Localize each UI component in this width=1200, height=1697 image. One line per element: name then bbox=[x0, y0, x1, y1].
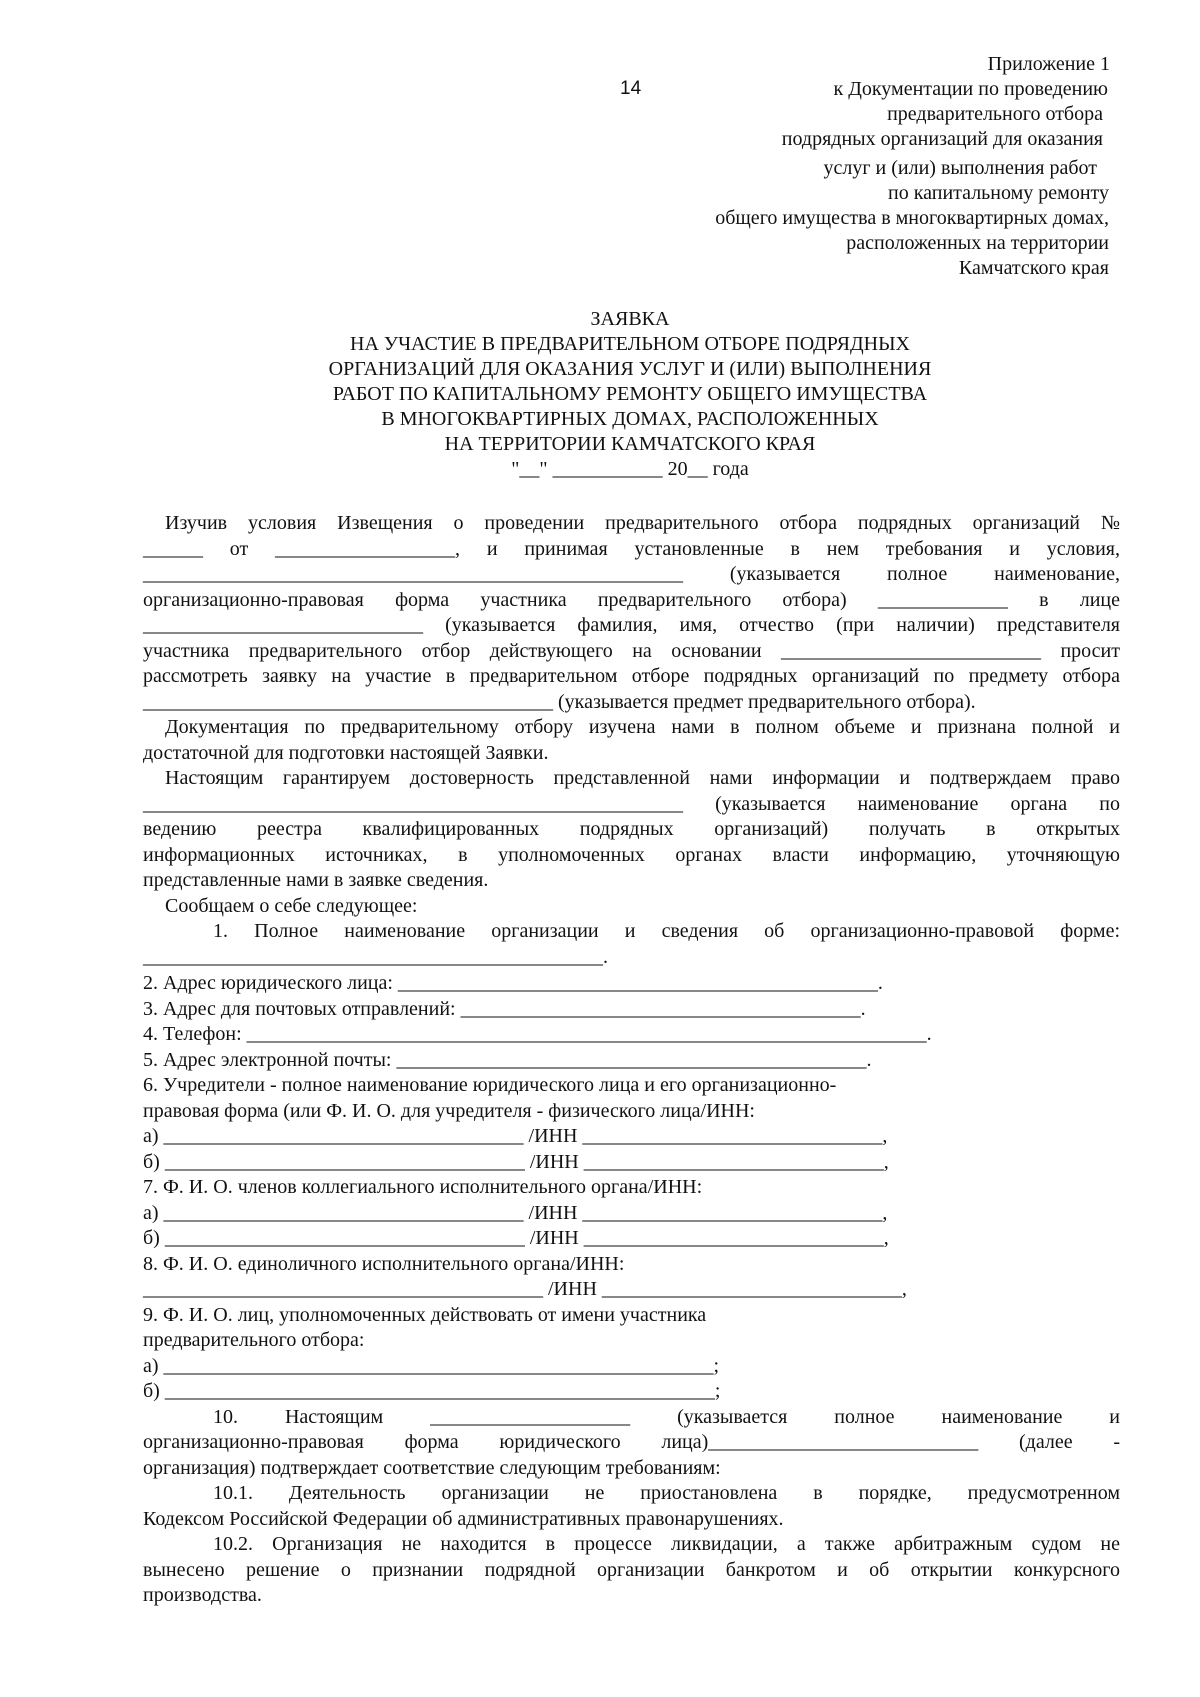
text-line: ______________________________________________. bbox=[143, 945, 608, 968]
document-body bbox=[143, 511, 1120, 1609]
title-line: НА УЧАСТИЕ В ПРЕДВАРИТЕЛЬНОМ ОТБОРЕ ПОДРЯДНЫХ bbox=[350, 333, 910, 355]
text-line: 10.2. Организация не находится в процессе ликвидации, а также арбитражным судом не bbox=[213, 1533, 1120, 1555]
text-line: ______ от __________________, и принимая установленные в нем требования и условия, bbox=[143, 537, 1120, 560]
text-line: 8. Ф. И. О. единоличного исполнительного органа/ИНН: bbox=[143, 1252, 625, 1275]
item-1 bbox=[143, 919, 1120, 970]
text-line: ______________________________________________________ (указывается полное наименование, bbox=[143, 563, 1120, 585]
text-line: Кодексом Российской Федерации об административных правонарушениях. bbox=[143, 1507, 784, 1530]
appendix-line: по капитальному ремонту bbox=[888, 182, 1109, 204]
item-3-postal-address: 3. Адрес для почтовых отправлений: ________________________________________. bbox=[143, 997, 866, 1020]
text-line: ______________________________________________________ (указывается наименование органа по bbox=[143, 792, 1120, 815]
text-line: 1. Полное наименование организации и сведения об организационно-правовой форме: bbox=[213, 920, 1120, 942]
appendix-header bbox=[560, 52, 1120, 281]
documentation-paragraph bbox=[143, 715, 1120, 766]
item-5-email: 5. Адрес электронной почты: _______________________________________________. bbox=[143, 1048, 872, 1071]
item-4-phone: 4. Телефон: ____________________________________________________________________. bbox=[143, 1023, 932, 1045]
appendix-line: подрядных организаций для оказания bbox=[781, 128, 1103, 150]
text-line: достаточной для подготовки настоящей Заявки. bbox=[143, 741, 549, 764]
text-line: организационно-правовая форма юридического лица)___________________________ (далее - bbox=[143, 1431, 1120, 1453]
text-line: организация) подтверждает соответствие следующим требованиям: bbox=[143, 1456, 721, 1479]
item-9-authorized-persons bbox=[143, 1303, 1120, 1405]
text-line: Настоящим гарантируем достоверность представленной нами информации и подтверждаем право bbox=[165, 767, 1120, 789]
title-line: НА ТЕРРИТОРИИ КАМЧАТСКОГО КРАЯ bbox=[444, 433, 816, 455]
text-line: 6. Учредители - полное наименование юридического лица и его организационно- bbox=[143, 1074, 837, 1096]
text-line: вынесено решение о признании подрядной организации банкротом и об открытии конкурсного bbox=[143, 1558, 1120, 1581]
text-line: Изучив условия Извещения о проведении предварительного отбора подрядных организаций № bbox=[165, 512, 1120, 534]
intro-paragraph bbox=[143, 511, 1120, 715]
appendix-line: Камчатского края bbox=[958, 257, 1109, 279]
text-line: а) ____________________________________ /ИНН ______________________________, bbox=[143, 1125, 888, 1147]
page-number: 14 bbox=[620, 78, 642, 99]
text-line: б) ____________________________________ /ИНН ______________________________, bbox=[143, 1227, 889, 1249]
item-10 bbox=[143, 1405, 1120, 1482]
appendix-line: расположенных на территории bbox=[846, 232, 1109, 254]
appendix-line: предварительного отбора bbox=[887, 103, 1103, 125]
text-line: участника предварительного отбор действующего на основании __________________________ просит bbox=[143, 639, 1120, 662]
text-line: информационных источниках, в уполномоченных органах власти информацию, уточняющую bbox=[143, 843, 1120, 866]
text-line: ведению реестра квалифицированных подрядных организаций) получать в открытых bbox=[143, 818, 1120, 840]
title-line: ОРГАНИЗАЦИЙ ДЛЯ ОКАЗАНИЯ УСЛУГ И (ИЛИ) ВЫПОЛНЕНИЯ bbox=[328, 358, 932, 380]
text-line: организационно-правовая форма участника предварительного отбора) _____________ в лице bbox=[143, 588, 1120, 611]
text-line: 9. Ф. И. О. лиц, уполномоченных действовать от имени участника bbox=[143, 1303, 707, 1326]
item-10-1 bbox=[143, 1481, 1120, 1532]
item-10-2 bbox=[143, 1532, 1120, 1609]
appendix-line: к Документации по проведению bbox=[833, 78, 1108, 100]
text-line: б) _______________________________________________________; bbox=[143, 1380, 721, 1402]
text-line: рассмотреть заявку на участие в предварительном отборе подрядных организаций по предмету отбора bbox=[143, 665, 1120, 687]
guarantee-paragraph bbox=[143, 766, 1120, 894]
text-line: Документация по предварительному отбору изучена нами в полном объеме и признана полной и bbox=[165, 716, 1120, 738]
application-title bbox=[140, 307, 1120, 482]
text-line: 10. Настоящим ____________________ (указывается полное наименование и bbox=[213, 1405, 1120, 1428]
date-line: "__" ___________ 20__ года bbox=[511, 458, 749, 480]
text-line: производства. bbox=[143, 1584, 262, 1606]
appendix-line: Приложение 1 bbox=[987, 53, 1110, 75]
text-line: предварительного отбора: bbox=[143, 1329, 365, 1351]
title-line: ЗАЯВКА bbox=[590, 308, 670, 330]
item-6-founders bbox=[143, 1073, 1120, 1175]
text-line: ________________________________________ /ИНН ______________________________, bbox=[143, 1278, 907, 1300]
text-line: б) ____________________________________ /ИНН ______________________________, bbox=[143, 1150, 889, 1173]
text-line: а) ____________________________________ /ИНН ______________________________, bbox=[143, 1201, 888, 1224]
inform-line: Сообщаем о себе следующее: bbox=[165, 894, 418, 917]
item-8-sole-executive bbox=[143, 1252, 1120, 1303]
text-line: а) _______________________________________________________; bbox=[143, 1354, 720, 1377]
text-line: 10.1. Деятельность организации не приостановлена в порядке, предусмотренном bbox=[213, 1482, 1120, 1504]
title-line: В МНОГОКВАРТИРНЫХ ДОМАХ, РАСПОЛОЖЕННЫХ bbox=[381, 408, 879, 430]
text-line: представленные нами в заявке сведения. bbox=[143, 869, 489, 891]
text-line: правовая форма (или Ф. И. О. для учредителя - физического лица/ИНН: bbox=[143, 1099, 755, 1122]
item-7-collegial-body bbox=[143, 1175, 1120, 1252]
appendix-line: услуг и (или) выполнения работ bbox=[823, 157, 1097, 179]
text-line: ____________________________ (указывается фамилия, имя, отчество (при наличии) представителя bbox=[143, 614, 1120, 636]
item-2-legal-address: 2. Адрес юридического лица: ________________________________________________. bbox=[143, 972, 883, 994]
text-line: 7. Ф. И. О. членов коллегиального исполнительного органа/ИНН: bbox=[143, 1176, 703, 1198]
text-line: _________________________________________ (указывается предмет предварительного отбора). bbox=[143, 690, 976, 713]
appendix-line: общего имущества в многоквартирных домах, bbox=[715, 207, 1109, 229]
title-line: РАБОТ ПО КАПИТАЛЬНОМУ РЕМОНТУ ОБЩЕГО ИМУЩЕСТВА bbox=[332, 383, 928, 405]
